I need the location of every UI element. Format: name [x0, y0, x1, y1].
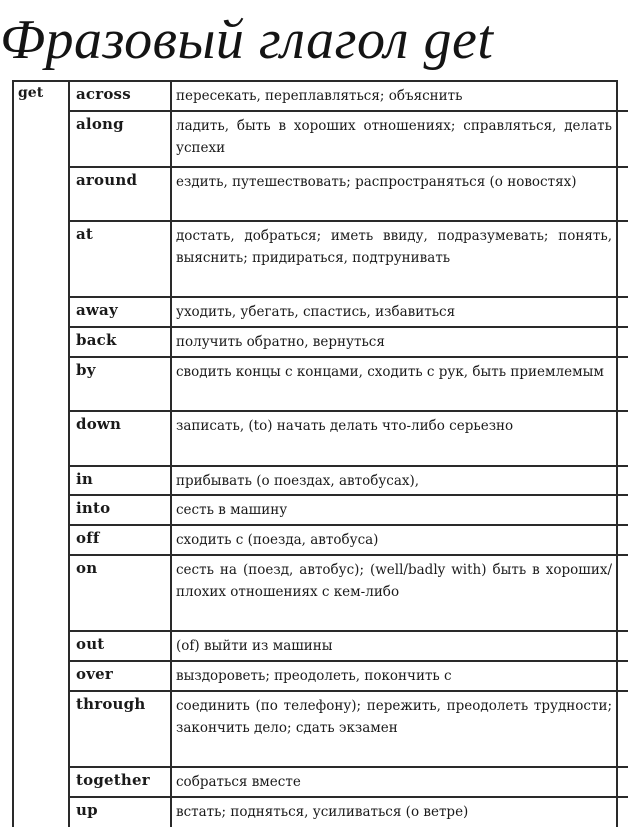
- particle-cell: over: [76, 665, 113, 683]
- meaning-cell: собраться вместе: [176, 774, 301, 790]
- meaning-cell: получить обратно, вернуться: [176, 334, 385, 350]
- particle-cell: around: [76, 171, 138, 189]
- column-divider: [68, 80, 70, 827]
- row-divider: [68, 554, 628, 556]
- meaning-cell: записать, (to) начать делать что-либо серьезно: [176, 418, 514, 434]
- row-divider: [68, 766, 628, 768]
- meaning-cell: соединить (по телефону); пережить, преодолеть трудности; закончить дело; сдать экзамен: [176, 698, 612, 736]
- phrasal-verb-table: [12, 80, 617, 827]
- row-divider: [68, 296, 628, 298]
- row-divider: [68, 796, 628, 798]
- row-divider: [68, 220, 628, 222]
- meaning-cell: ладить, быть в хороших отношениях; справляться, делать успехи: [176, 118, 612, 156]
- particle-cell: into: [76, 499, 111, 517]
- page-title: Фразовый глагол get: [0, 9, 494, 71]
- row-divider: [68, 524, 628, 526]
- particle-cell: away: [76, 301, 118, 319]
- meaning-cell: (of) выйти из машины: [176, 638, 333, 654]
- particle-cell: on: [76, 559, 98, 577]
- particle-cell: through: [76, 695, 146, 713]
- particle-cell: across: [76, 85, 131, 103]
- meaning-cell: ездить, путешествовать; распространяться (о новостях): [176, 174, 577, 190]
- particle-cell: out: [76, 635, 105, 653]
- particle-cell: at: [76, 225, 94, 243]
- meaning-cell: уходить, убегать, спастись, избавиться: [176, 304, 456, 320]
- row-divider: [68, 410, 628, 412]
- table-left-border: [12, 80, 14, 827]
- meaning-cell: встать; подняться, усиливаться (о ветре): [176, 804, 469, 820]
- verb-cell: get: [18, 85, 44, 101]
- column-divider: [170, 80, 172, 827]
- particle-cell: along: [76, 115, 124, 133]
- particle-cell: together: [76, 771, 150, 789]
- row-divider: [68, 110, 628, 112]
- particle-cell: back: [76, 331, 117, 349]
- row-divider: [68, 630, 628, 632]
- meaning-cell: сводить концы с концами, сходить с рук, быть приемлемым: [176, 364, 604, 380]
- table-right-border: [616, 80, 618, 827]
- row-divider: [68, 166, 628, 168]
- meaning-cell: сходить с (поезда, автобуса): [176, 532, 379, 548]
- meaning-cell: достать, добраться; иметь ввиду, подразумевать; понять, выяснить; придираться, подтрунивать: [176, 228, 612, 266]
- particle-cell: down: [76, 415, 122, 433]
- meaning-cell: сесть на (поезд, автобус); (well/badly with) быть в хороших/плохих отношениях с кем-либо: [176, 562, 612, 600]
- meaning-cell: сесть в машину: [176, 502, 288, 518]
- row-divider: [68, 326, 628, 328]
- row-divider: [68, 494, 628, 496]
- particle-cell: by: [76, 361, 96, 379]
- table-top-border: [12, 80, 618, 82]
- particle-cell: up: [76, 801, 98, 819]
- row-divider: [68, 690, 628, 692]
- particle-cell: off: [76, 529, 100, 547]
- row-divider: [68, 465, 628, 467]
- meaning-cell: выздороветь; преодолеть, покончить с: [176, 668, 452, 684]
- row-divider: [68, 356, 628, 358]
- particle-cell: in: [76, 470, 94, 488]
- row-divider: [68, 660, 628, 662]
- meaning-cell: прибывать (о поездах, автобусах),: [176, 473, 420, 489]
- meaning-cell: пересекать, переплавляться; объяснить: [176, 88, 463, 104]
